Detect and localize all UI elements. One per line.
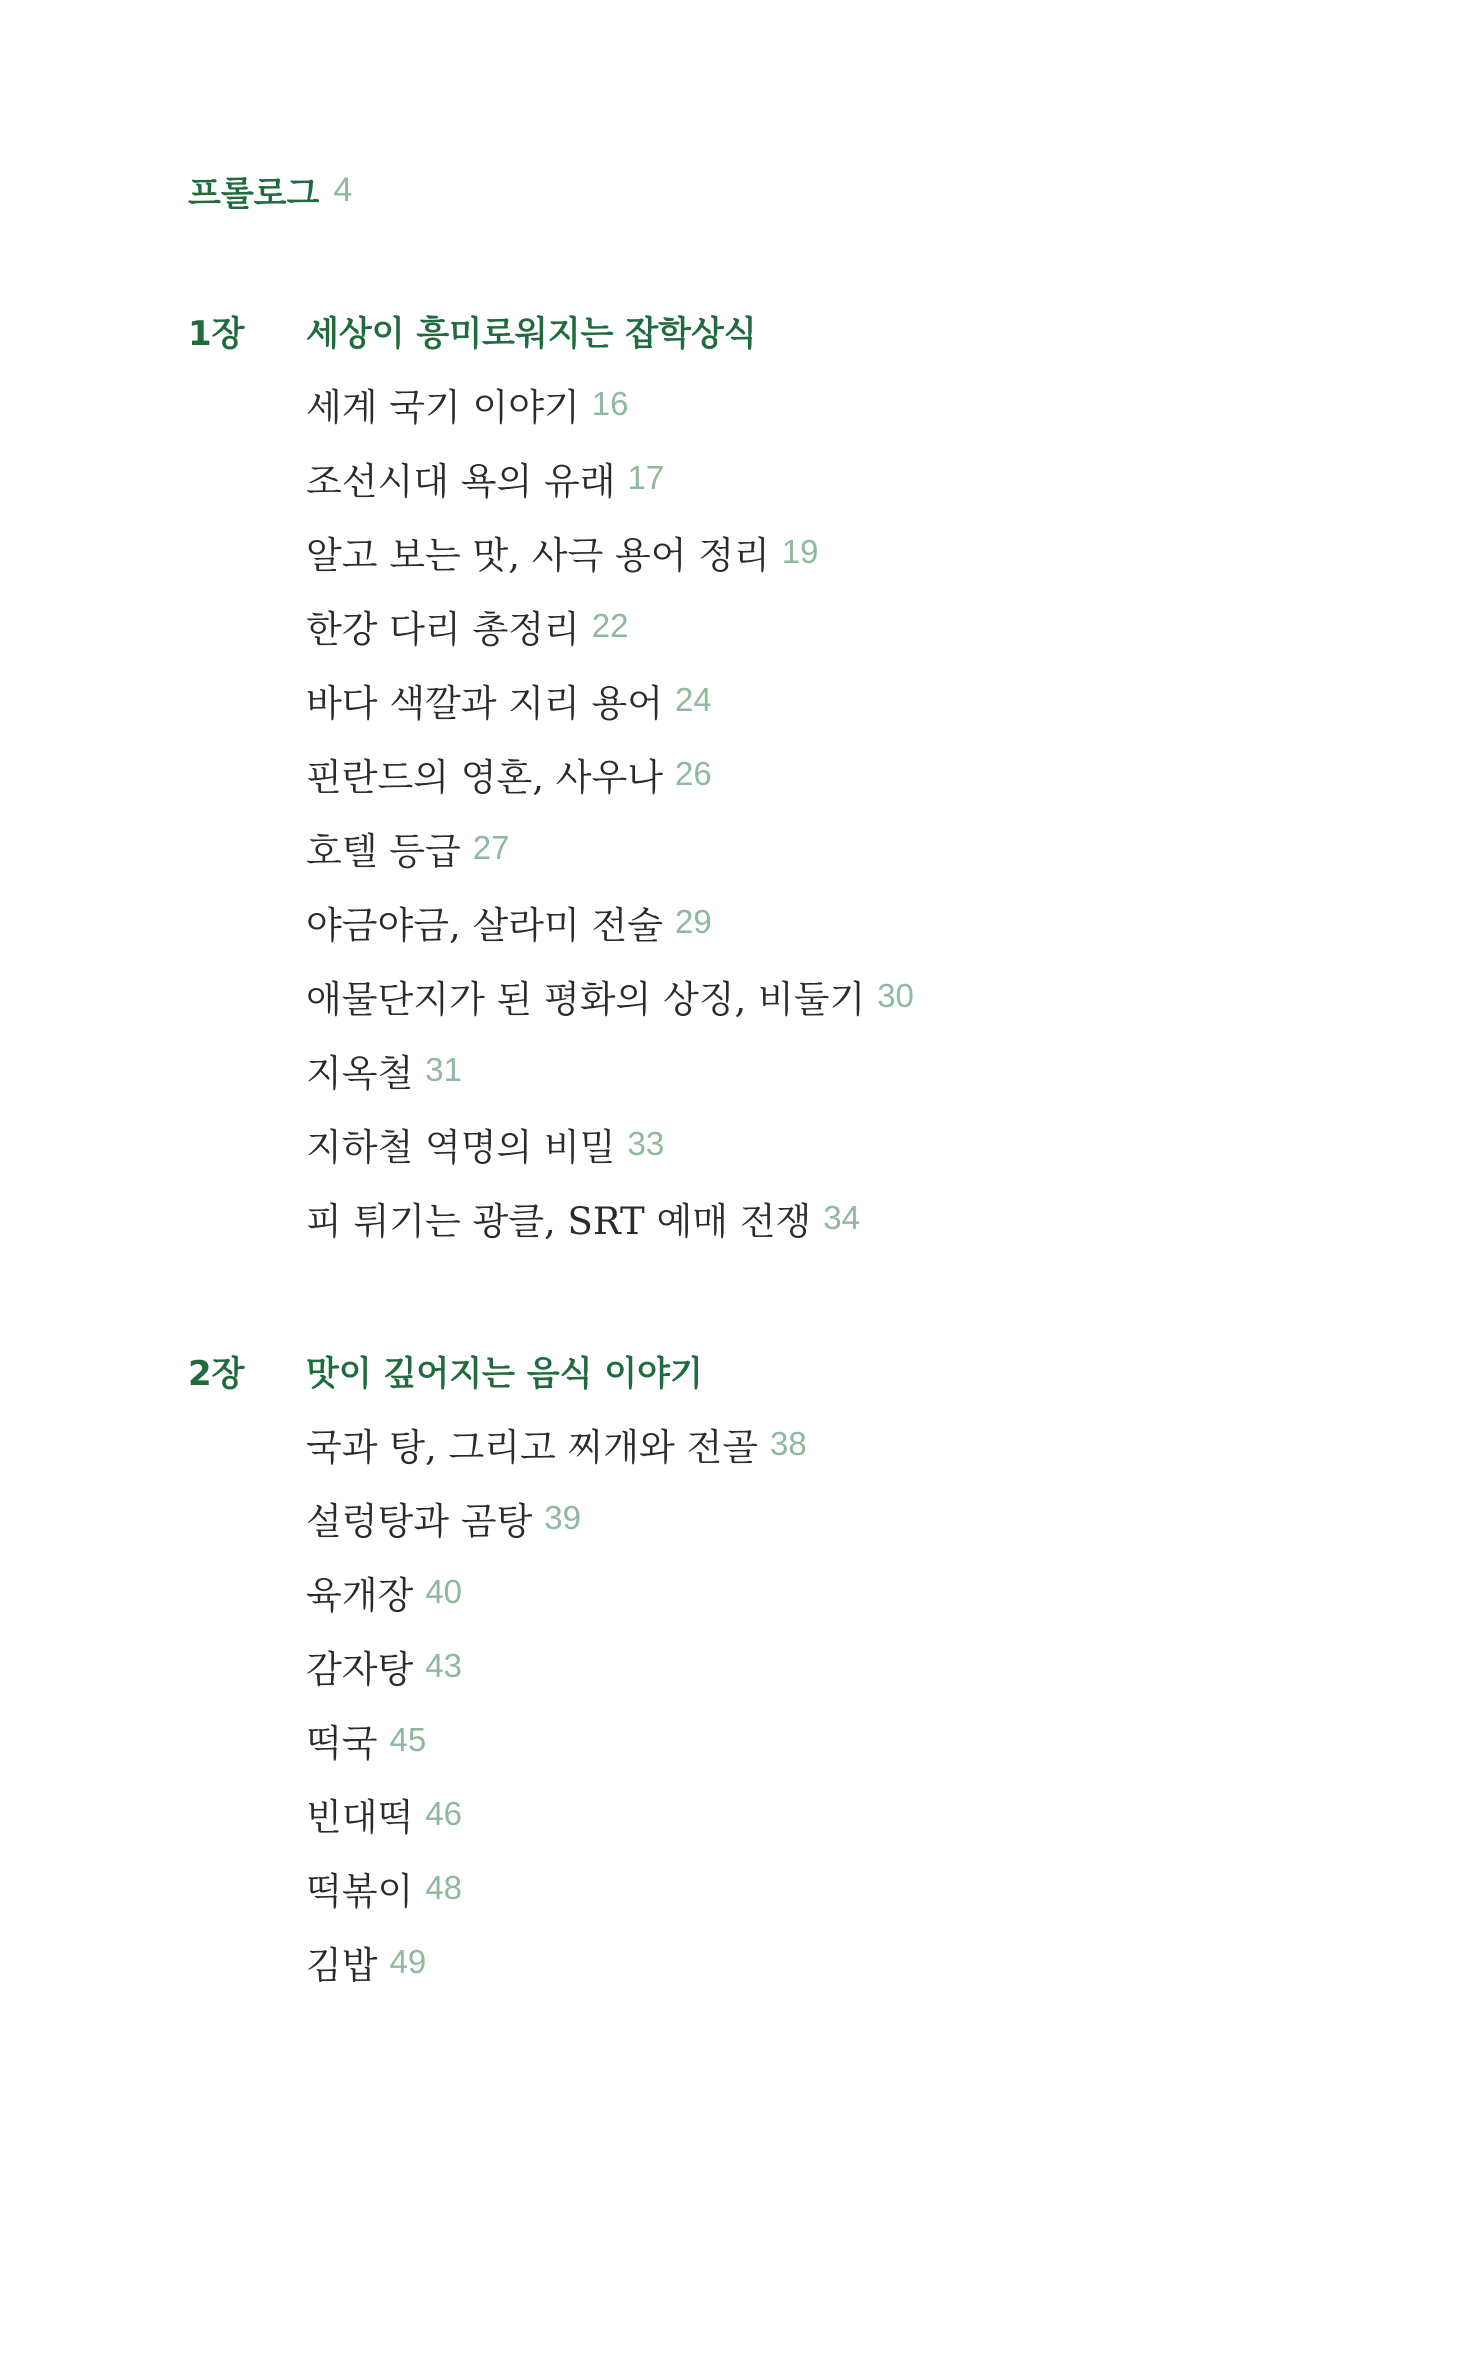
entry-page-number: 34 [823,1199,860,1236]
entry-page-number: 48 [425,1869,462,1906]
entry-title: 호텔 등급 [306,830,461,873]
toc-entry [306,1420,1288,1468]
toc-entry [306,824,1288,872]
toc-entry [306,380,1288,428]
entry-page-number: 45 [389,1721,427,1758]
entry-page-number: 46 [425,1795,462,1832]
entry-page-number: 27 [472,829,510,866]
entry-title: 떡국 [306,1722,378,1765]
toc-entry [306,454,1288,502]
chapter-1-entries [306,380,1288,1242]
chapter-2 [188,1346,1288,2012]
entry-page-number: 29 [674,903,712,940]
entry-page-number: 16 [591,385,629,422]
toc-entry [306,972,1288,1020]
toc-entry [306,1938,1288,1986]
entry-title: 바다 색깔과 지리 용어 [306,682,663,725]
entry-page-number: 33 [627,1125,665,1162]
entry-title: 알고 보는 맛, 사극 용어 정리 [306,534,770,577]
chapter-number: 2장 [188,1353,245,1394]
toc-entry [306,676,1288,724]
toc-entry [306,898,1288,946]
chapter-title: 세상이 흥미로워지는 잡학상식 [306,313,757,354]
entry-title: 떡볶이 [306,1870,414,1913]
entry-title: 국과 탕, 그리고 찌개와 전골 [306,1426,758,1469]
entry-page-number: 43 [425,1647,462,1684]
chapter-1 [188,306,1288,1268]
entry-title: 세계 국기 이야기 [306,386,580,429]
entry-title: 지하철 역명의 비밀 [306,1126,616,1169]
prologue-page-number: 4 [333,170,353,209]
prologue-title: 프롤로그 [188,173,320,214]
entry-title: 지옥철 [306,1052,414,1095]
entry-title: 조선시대 욕의 유래 [306,460,616,503]
entry-title: 야금야금, 살라미 전술 [306,904,663,947]
toc-entry [306,602,1288,650]
toc-entry [306,1864,1288,1912]
toc-entry [306,1642,1288,1690]
chapter-2-heading [188,1346,1288,1394]
entry-title: 한강 다리 총정리 [306,608,580,651]
entry-page-number: 19 [781,533,819,570]
toc-entry [306,1790,1288,1838]
entry-page-number: 22 [591,607,629,644]
toc-entry [306,750,1288,798]
entry-title: 육개장 [306,1574,414,1617]
toc-entry [306,1194,1288,1242]
entry-page-number: 24 [674,681,712,718]
prologue-entry [188,166,352,214]
entry-title: 애물단지가 된 평화의 상징, 비둘기 [306,978,866,1021]
chapter-2-entries [306,1420,1288,1986]
entry-title: 감자탕 [306,1648,414,1691]
entry-title: 김밥 [306,1944,378,1987]
toc-entry [306,1568,1288,1616]
entry-title: 빈대떡 [306,1796,414,1839]
entry-title: 설렁탕과 곰탕 [306,1500,533,1543]
toc-entry [306,1716,1288,1764]
entry-page-number: 30 [877,977,914,1014]
entry-page-number: 31 [425,1051,462,1088]
entry-title: 핀란드의 영혼, 사우나 [306,756,663,799]
entry-page-number: 39 [544,1499,581,1536]
chapter-1-heading [188,306,1288,354]
toc-entry [306,528,1288,576]
toc-entry [306,1120,1288,1168]
entry-page-number: 49 [389,1943,427,1980]
entry-page-number: 38 [769,1425,807,1462]
entry-page-number: 26 [674,755,712,792]
chapter-title: 맛이 깊어지는 음식 이야기 [306,1353,703,1394]
toc-entry [306,1494,1288,1542]
entry-title: 피 튀기는 광클, SRT 예매 전쟁 [306,1200,812,1243]
entry-page-number: 17 [627,459,665,496]
toc-entry [306,1046,1288,1094]
entry-page-number: 40 [425,1573,462,1610]
chapter-number: 1장 [188,313,245,354]
